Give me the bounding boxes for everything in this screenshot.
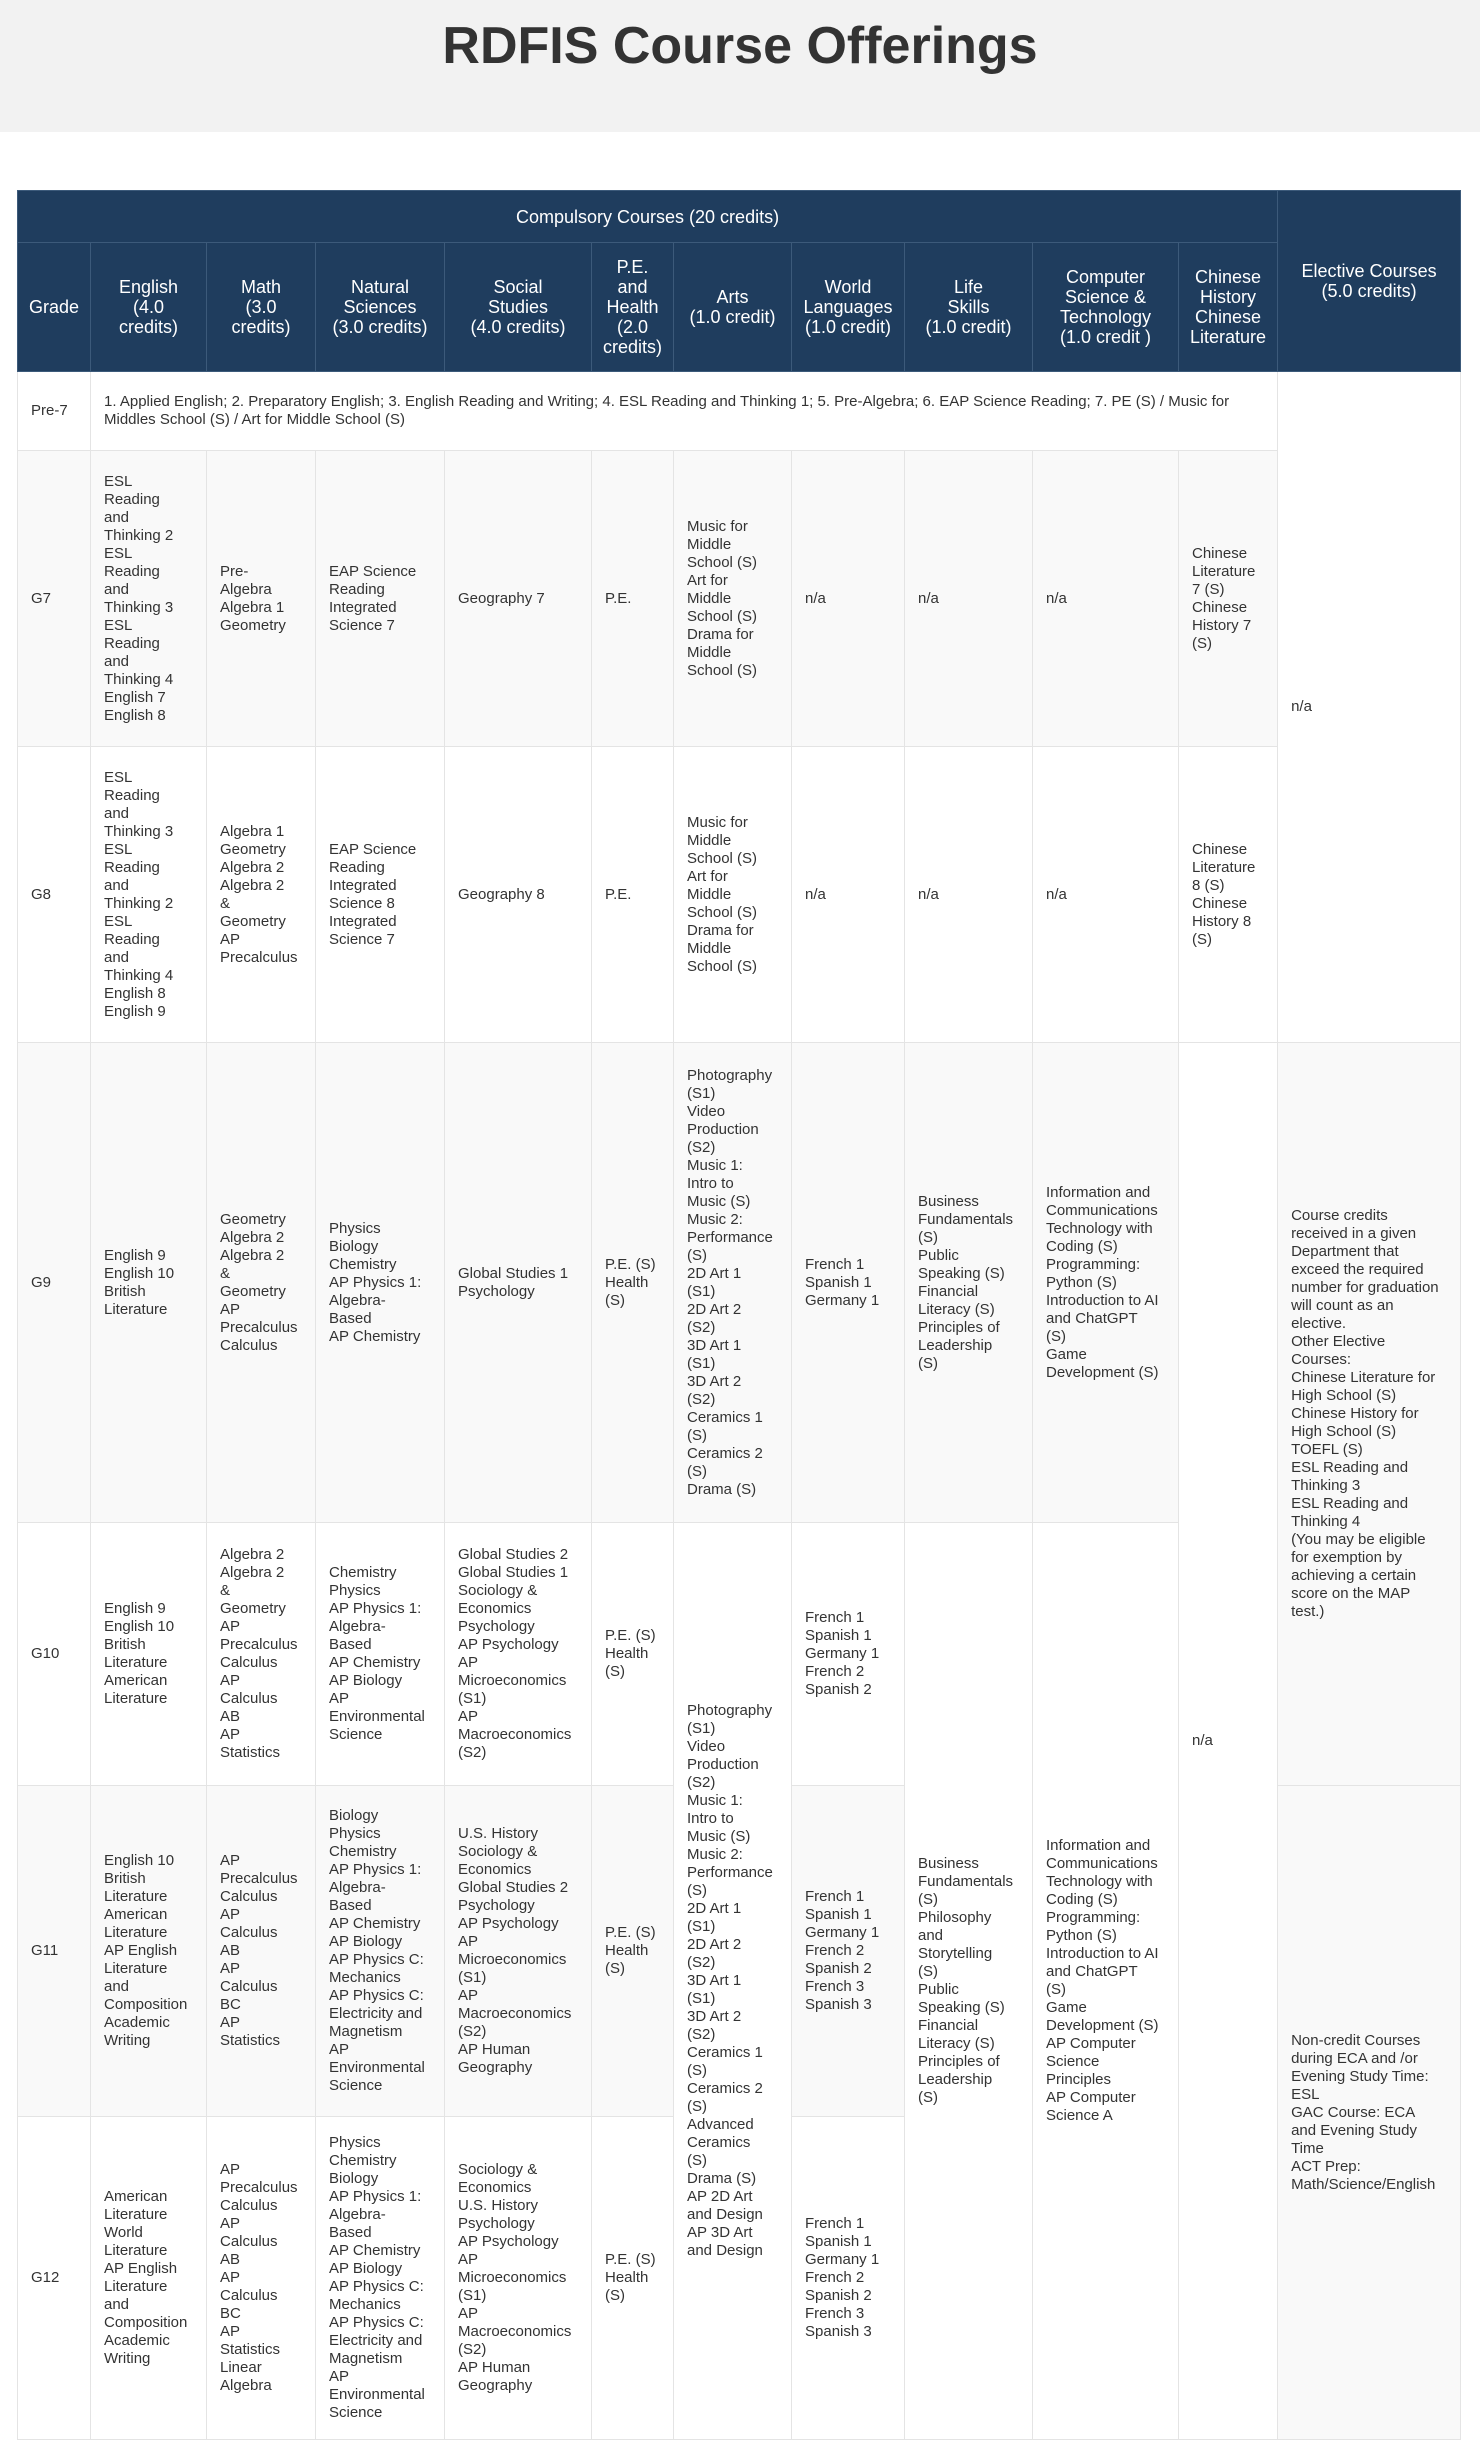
arts-cell: Photography (S1) Video Production (S2) Music 1: Intro to Music (S) Music 2: Performance (S) 2D Art 1 (S1) 2D Art 2 (S2) 3D Art 1 (S1) 3D Art 2 (S2) Ceramics 1 (S) Ceramics 2 (S) Drama (S) [674,1043,792,1523]
world-languages-cell: n/a [792,747,905,1043]
natural-sciences-cell: Physics Chemistry Biology AP Physics 1: Algebra- Based AP Chemistry AP Biology AP Physics C: Mechanics AP Physics C: Electricity and Magnetism AP Environmental Science [316,2117,445,2440]
grade-cell: G12 [18,2117,91,2440]
math-cell: AP Precalculus Calculus AP Calculus AB AP Calculus BC AP Statistics [207,1786,316,2117]
natural-sciences-cell: Physics Biology Chemistry AP Physics 1: Algebra- Based AP Chemistry [316,1043,445,1523]
cs-tech-cell: n/a [1033,451,1179,747]
arts-cell: Music for Middle School (S) Art for Middle School (S) Drama for Middle School (S) [674,451,792,747]
pe-health-cell: P.E. (S) Health (S) [592,1523,674,1786]
pe-health-cell: P.E. [592,747,674,1043]
pe-health-cell: P.E. (S) Health (S) [592,1786,674,2117]
social-studies-cell: Global Studies 1 Psychology [445,1043,592,1523]
natural-sciences-cell: Biology Physics Chemistry AP Physics 1: Algebra- Based AP Chemistry AP Biology AP Physics C: Mechanics AP Physics C: Electricity and Magnetism AP Environmental Science [316,1786,445,2117]
pre7-courses-cell: 1. Applied English; 2. Preparatory English; 3. English Reading and Writing; 4. ESL Reading and Thinking 1; 5. Pre-Algebra; 6. EAP Science Reading; 7. PE (S) / Music for Middles School (S) / Art for Middle School (S) [91,372,1278,451]
arts-header: Arts (1.0 credit) [674,243,792,372]
social-studies-cell: Sociology & Economics U.S. History Psychology AP Psychology AP Microeconomics (S1) AP Macroeconomics (S2) AP Human Geography [445,2117,592,2440]
natural-sciences-cell: EAP Science Reading Integrated Science 8 Integrated Science 7 [316,747,445,1043]
english-cell: English 10 British Literature American Literature AP English Literature and Composition Academic Writing [91,1786,207,2117]
elective-g11-g12-cell: Non-credit Courses during ECA and /or Evening Study Time: ESL GAC Course: ECA and Evening Study Time ACT Prep: Math/Science/English [1278,1786,1461,2440]
life-skills-g10-g12-cell: Business Fundamentals (S) Philosophy and Storytelling (S) Public Speaking (S) Financial Literacy (S) Principles of Leadership (S) [905,1523,1033,2440]
grade-cell: G9 [18,1043,91,1523]
english-cell: English 9 English 10 British Literature American Literature [91,1523,207,1786]
pe-health-cell: P.E. [592,451,674,747]
math-cell: AP Precalculus Calculus AP Calculus AB AP Calculus BC AP Statistics Linear Algebra [207,2117,316,2440]
course-table-container [17,190,1460,2440]
cs-tech-cell: n/a [1033,747,1179,1043]
pe-health-cell: P.E. (S) Health (S) [592,1043,674,1523]
grade-cell: G7 [18,451,91,747]
natural-sciences-cell: Chemistry Physics AP Physics 1: Algebra- Based AP Chemistry AP Biology AP Environmental Science [316,1523,445,1786]
english-cell: English 9 English 10 British Literature [91,1043,207,1523]
math-cell: Geometry Algebra 2 Algebra 2 & Geometry AP Precalculus Calculus [207,1043,316,1523]
life-skills-header: Life Skills (1.0 credit) [905,243,1033,372]
page-title: RDFIS Course Offerings [442,17,1038,75]
social-studies-header: Social Studies (4.0 credits) [445,243,592,372]
life-skills-cell: Business Fundamentals (S) Public Speaking (S) Financial Literacy (S) Principles of Leadership (S) [905,1043,1033,1523]
math-header: Math (3.0 credits) [207,243,316,372]
table-row-g7 [18,451,1461,747]
table-row-g9 [18,1043,1461,1523]
elective-g9-g10-cell: Course credits received in a given Department that exceed the required number for graduation will count as an elective. Other Elective Courses: Chinese Literature for High School (S) Chinese History for High School (S) TOEFL (S) ESL Reading and Thinking 3 ESL Reading and Thinking 4 (You may be eligible for exemption by achieving a certain score on the MAP test.) [1278,1043,1461,1786]
social-studies-cell: U.S. History Sociology & Economics Global Studies 2 Psychology AP Psychology AP Microeconomics (S1) AP Macroeconomics (S2) AP Human Geography [445,1786,592,2117]
cs-tech-header: Computer Science & Technology (1.0 credit ) [1033,243,1179,372]
social-studies-cell: Geography 7 [445,451,592,747]
arts-cell: Music for Middle School (S) Art for Middle School (S) Drama for Middle School (S) [674,747,792,1043]
natural-sciences-cell: EAP Science Reading Integrated Science 7 [316,451,445,747]
chinese-high-school-cell: n/a [1179,1043,1278,2440]
math-cell: Pre- Algebra Algebra 1 Geometry [207,451,316,747]
compulsory-courses-header: Compulsory Courses (20 credits) [18,191,1278,243]
grade-header: Grade [18,243,91,372]
elective-middle-school-cell: n/a [1278,372,1461,1043]
grade-cell: G10 [18,1523,91,1786]
cs-tech-g10-g12-cell: Information and Communications Technology with Coding (S) Programming: Python (S) Introduction to AI and ChatGPT (S) Game Development (S) AP Computer Science Principles AP Computer Science A [1033,1523,1179,2440]
grade-cell: G11 [18,1786,91,2117]
english-header: English (4.0 credits) [91,243,207,372]
math-cell: Algebra 2 Algebra 2 & Geometry AP Precalculus Calculus AP Calculus AB AP Statistics [207,1523,316,1786]
grade-cell: Pre-7 [18,372,91,451]
table-row-g8 [18,747,1461,1043]
math-cell: Algebra 1 Geometry Algebra 2 Algebra 2 & Geometry AP Precalculus [207,747,316,1043]
chinese-cell: Chinese Literature 8 (S) Chinese History 8 (S) [1179,747,1278,1043]
chinese-cell: Chinese Literature 7 (S) Chinese History 7 (S) [1179,451,1278,747]
elective-courses-header: Elective Courses (5.0 credits) [1278,191,1461,372]
world-languages-cell: French 1 Spanish 1 Germany 1 [792,1043,905,1523]
course-offerings-table [17,190,1461,2440]
grade-cell: G8 [18,747,91,1043]
cs-tech-cell: Information and Communications Technology with Coding (S) Programming: Python (S) Introduction to AI and ChatGPT (S) Game Development (S) [1033,1043,1179,1523]
world-languages-cell: French 1 Spanish 1 Germany 1 French 2 Spanish 2 French 3 Spanish 3 [792,1786,905,2117]
world-languages-cell: French 1 Spanish 1 Germany 1 French 2 Spanish 2 French 3 Spanish 3 [792,2117,905,2440]
header-band-row [18,191,1461,243]
english-cell: American Literature World Literature AP English Literature and Composition Academic Writing [91,2117,207,2440]
social-studies-cell: Global Studies 2 Global Studies 1 Sociology & Economics Psychology AP Psychology AP Microeconomics (S1) AP Macroeconomics (S2) [445,1523,592,1786]
table-row-pre7 [18,372,1461,451]
chinese-header: Chinese History Chinese Literature [1179,243,1278,372]
arts-g10-g12-cell: Photography (S1) Video Production (S2) Music 1: Intro to Music (S) Music 2: Performance (S) 2D Art 1 (S1) 2D Art 2 (S2) 3D Art 1 (S1) 3D Art 2 (S2) Ceramics 1 (S) Ceramics 2 (S) Advanced Ceramics (S) Drama (S) AP 2D Art and Design AP 3D Art and Design [674,1523,792,2440]
english-cell: ESL Reading and Thinking 3 ESL Reading and Thinking 2 ESL Reading and Thinking 4 English 8 English 9 [91,747,207,1043]
title-banner [0,0,1480,132]
pe-health-cell: P.E. (S) Health (S) [592,2117,674,2440]
natural-sciences-header: Natural Sciences (3.0 credits) [316,243,445,372]
social-studies-cell: Geography 8 [445,747,592,1043]
life-skills-cell: n/a [905,451,1033,747]
pe-health-header: P.E. and Health (2.0 credits) [592,243,674,372]
world-languages-cell: n/a [792,451,905,747]
world-languages-cell: French 1 Spanish 1 Germany 1 French 2 Spanish 2 [792,1523,905,1786]
english-cell: ESL Reading and Thinking 2 ESL Reading and Thinking 3 ESL Reading and Thinking 4 English 7 English 8 [91,451,207,747]
column-header-row [18,243,1461,372]
world-languages-header: World Languages (1.0 credit) [792,243,905,372]
life-skills-cell: n/a [905,747,1033,1043]
